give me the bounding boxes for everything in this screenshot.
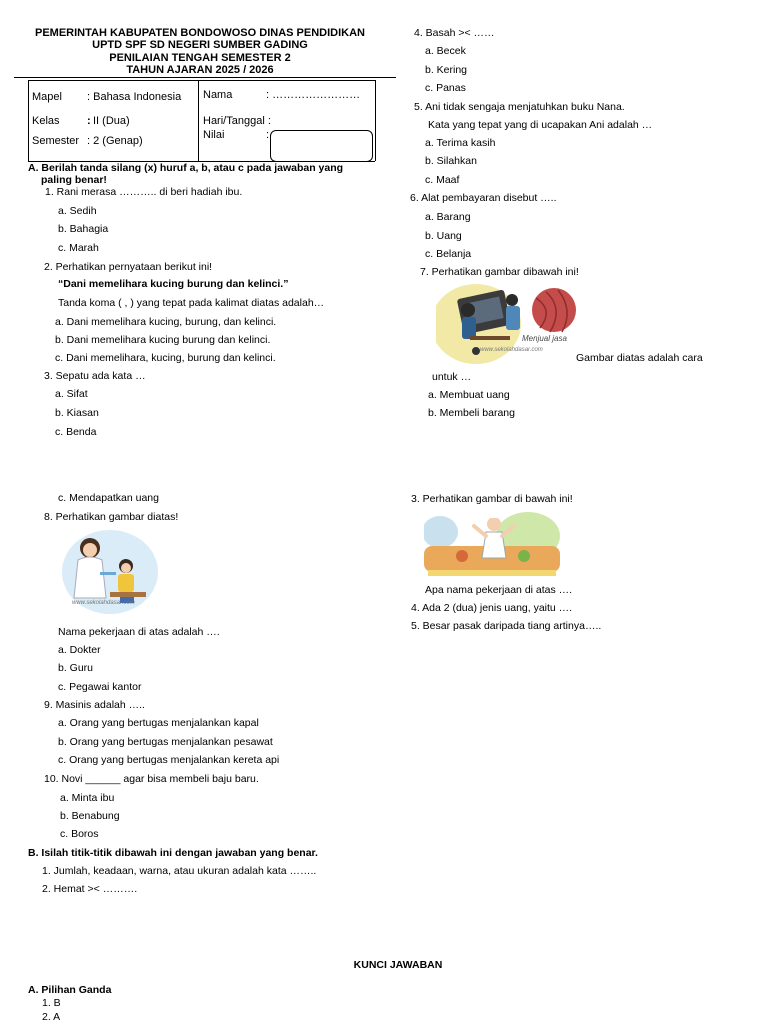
info-box-top — [28, 80, 375, 81]
b-q4: 4. Ada 2 (dua) jenis uang, yaitu …. — [411, 602, 573, 614]
q7-option-b: b. Membeli barang — [428, 407, 515, 419]
section-a-title: A. Berilah tanda silang (x) huruf a, b, atau c pada jawaban yang — [28, 162, 344, 174]
q5-option-a: a. Terima kasih — [425, 137, 496, 149]
q3-option-a: a. Sifat — [55, 388, 88, 400]
q2-quote: “Dani memelihara kucing burung dan kelinci.” — [58, 278, 289, 290]
info-box-left — [28, 80, 29, 161]
nama-label: Nama — [203, 89, 233, 101]
kelas-colon: : — [87, 115, 91, 127]
q4-option-b: b. Kering — [425, 64, 468, 76]
section-b-title: B. Isilah titik-titik dibawah ini dengan jawaban yang benar. — [28, 847, 318, 859]
b-q1: 1. Jumlah, keadaan, warna, atau ukuran adalah kata …….. — [42, 865, 317, 877]
kelas-label: Kelas — [32, 115, 60, 127]
section-a-title-2: paling benar! — [41, 174, 107, 186]
q1-text: 1. Rani merasa ……….. di beri hadiah ibu. — [45, 186, 243, 198]
q4-option-a: a. Becek — [425, 45, 466, 57]
q7-after-pic: Gambar diatas adalah cara — [576, 352, 703, 364]
chef-illustration — [424, 512, 560, 578]
q2-option-b: b. Dani memelihara kucing burung dan kelinci. — [55, 334, 271, 346]
nilai-label: Nilai — [203, 129, 225, 141]
header-rule — [14, 77, 396, 78]
q8-option-a: a. Dokter — [58, 644, 101, 656]
q6-text: 6. Alat pembayaran disebut ….. — [410, 192, 557, 204]
q7-option-c: c. Mendapatkan uang — [58, 492, 159, 504]
pic-caption: Menjual jasa — [522, 334, 567, 343]
q9-option-a: a. Orang yang bertugas menjalankan kapal — [58, 717, 259, 729]
header-line-4: TAHUN AJARAN 2025 / 2026 — [126, 64, 274, 76]
mapel-value: : Bahasa Indonesia — [87, 91, 182, 103]
q6-option-a: a. Barang — [425, 211, 471, 223]
q7-stem: untuk … — [432, 371, 472, 383]
q10-option-b: b. Benabung — [60, 810, 120, 822]
q2-text: 2. Perhatikan pernyataan berikut ini! — [44, 261, 213, 273]
q9-text: 9. Masinis adalah ….. — [44, 699, 145, 711]
q8-option-c: c. Pegawai kantor — [58, 681, 142, 693]
b-q5: 5. Besar pasak daripada tiang artinya….. — [411, 620, 602, 632]
pic-watermark: www.sekolahdasar.com — [480, 347, 543, 353]
q1-option-b: b. Bahagia — [58, 223, 109, 235]
q3-text: 3. Sepatu ada kata … — [44, 370, 146, 382]
q5-stem: Kata yang tepat yang di ucapakan Ani adalah … — [428, 119, 653, 131]
info-box-divider — [198, 80, 199, 161]
answer-key-title: KUNCI JAWABAN — [353, 959, 443, 971]
q8-text: 8. Perhatikan gambar diatas! — [44, 511, 179, 523]
q3-option-b: b. Kiasan — [55, 407, 99, 419]
q7-text: 7. Perhatikan gambar dibawah ini! — [420, 266, 579, 278]
q5-option-b: b. Silahkan — [425, 155, 477, 167]
q10-option-a: a. Minta ibu — [60, 792, 115, 804]
answer-item: 2. A — [42, 1011, 61, 1023]
q4-text: 4. Basah >< …… — [414, 27, 495, 39]
semester-value: : 2 (Genap) — [87, 135, 143, 147]
q2-stem: Tanda koma ( , ) yang tepat pada kalimat diatas adalah… — [58, 297, 325, 309]
answer-item: 1. B — [42, 997, 61, 1009]
q9-option-c: c. Orang yang bertugas menjalankan kereta api — [58, 754, 280, 766]
answer-key-sub: A. Pilihan Ganda — [28, 984, 112, 996]
q7-option-a: a. Membuat uang — [428, 389, 510, 401]
nilai-colon: : — [266, 129, 270, 141]
mapel-label: Mapel — [32, 91, 62, 103]
q4-option-c: c. Panas — [425, 82, 466, 94]
q6-option-c: c. Belanja — [425, 248, 472, 260]
q3-option-c: c. Benda — [55, 426, 97, 438]
q5-text: 5. Ani tidak sengaja menjatuhkan buku Nana. — [414, 101, 625, 113]
service-illustration — [436, 284, 576, 364]
nilai-box — [270, 130, 373, 162]
q6-option-b: b. Uang — [425, 230, 462, 242]
q10-option-c: c. Boros — [60, 828, 99, 840]
pic-watermark-2: www.sekolahdasar.com — [72, 600, 135, 606]
q2-option-c: c. Dani memelihara, kucing, burung dan kelinci. — [55, 352, 276, 364]
header-line-2: UPTD SPF SD NEGERI SUMBER GADING — [92, 39, 308, 51]
b-q2: 2. Hemat >< ………. — [42, 883, 138, 895]
b-q3-stem: Apa nama pekerjaan di atas …. — [425, 584, 573, 596]
q8-option-b: b. Guru — [58, 662, 94, 674]
q8-stem: Nama pekerjaan di atas adalah …. — [58, 626, 220, 638]
q5-option-c: c. Maaf — [425, 174, 460, 186]
header-line-3: PENILAIAN TENGAH SEMESTER 2 — [109, 52, 291, 64]
nama-value: : …………………… — [266, 89, 361, 101]
doctor-illustration — [60, 528, 160, 616]
q2-option-a: a. Dani memelihara kucing, burung, dan kelinci. — [55, 316, 277, 328]
q1-option-c: c. Marah — [58, 242, 99, 254]
semester-label: Semester — [32, 135, 80, 147]
q1-option-a: a. Sedih — [58, 205, 97, 217]
kelas-value: II (Dua) — [93, 115, 130, 127]
b-q3: 3. Perhatikan gambar di bawah ini! — [411, 493, 573, 505]
hari-label: Hari/Tanggal : — [203, 115, 271, 127]
header-line-1: PEMERINTAH KABUPATEN BONDOWOSO DINAS PENDIDIKAN — [34, 27, 365, 39]
info-box-right — [375, 80, 376, 161]
q9-option-b: b. Orang yang bertugas menjalankan pesawat — [58, 736, 273, 748]
q10-text: 10. Novi ______ agar bisa membeli baju baru. — [44, 773, 259, 785]
